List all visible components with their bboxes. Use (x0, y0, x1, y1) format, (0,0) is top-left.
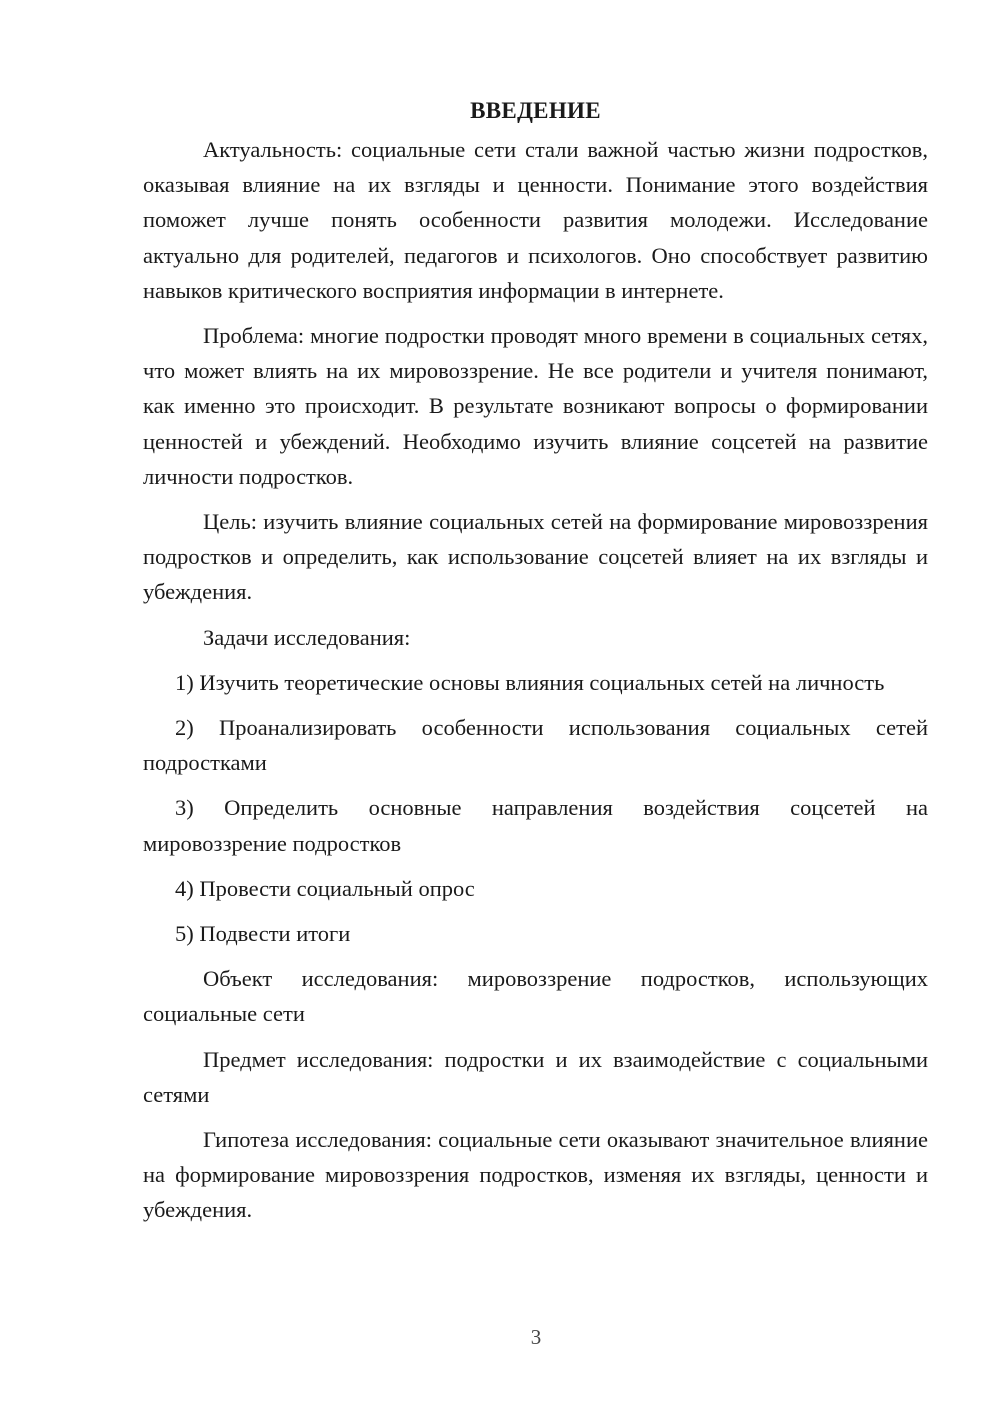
task-item-2: 2) Проанализировать особенности использования социальных сетей подростками (143, 715, 928, 776)
page-number: 3 (530, 1325, 542, 1349)
task-item-4: 4) Провести социальный опрос (175, 875, 475, 901)
object-paragraph: Объект исследования: мировоззрение подростков, использующих социальные сети (143, 966, 928, 1027)
hypothesis-paragraph: Гипотеза исследования: социальные сети оказывают значительное влияние на формирование мировоззрения подростков, изменяя их взгляды, ценности и убеждения. (143, 1127, 928, 1223)
goal-paragraph: Цель: изучить влияние социальных сетей на формирование мировоззрения подростков и определить, как использование соцсетей влияет на их взгляды и убеждения. (143, 509, 928, 605)
relevance-paragraph: Актуальность: социальные сети стали важной частью жизни подростков, оказывая влияние на их взгляды и ценности. Понимание этого воздействия поможет лучше понять особенности развития молодежи. Исследование актуально для родителей, педагогов и психологов. Оно способствует развитию навыков критического восприятия информации в интернете. (143, 137, 928, 303)
task-item-3: 3) Определить основные направления воздействия соцсетей на мировоззрение подростков (143, 795, 928, 856)
problem-paragraph: Проблема: многие подростки проводят много времени в социальных сетях, что может влиять на их мировоззрение. Не все родители и учителя понимают, как именно это происходит. В результате возникают вопросы о формировании ценностей и убеждений. Необходимо изучить влияние соцсетей на развитие личности подростков. (143, 323, 928, 489)
tasks-heading: Задачи исследования: (203, 624, 411, 650)
task-item-5: 5) Подвести итоги (175, 921, 351, 947)
document-page (143, 93, 928, 1238)
task-item-1: 1) Изучить теоретические основы влияния социальных сетей на личность (175, 669, 885, 695)
page-title: ВВЕДЕНИЕ (470, 98, 601, 123)
subject-paragraph: Предмет исследования: подростки и их взаимодействие с социальными сетями (143, 1046, 928, 1107)
